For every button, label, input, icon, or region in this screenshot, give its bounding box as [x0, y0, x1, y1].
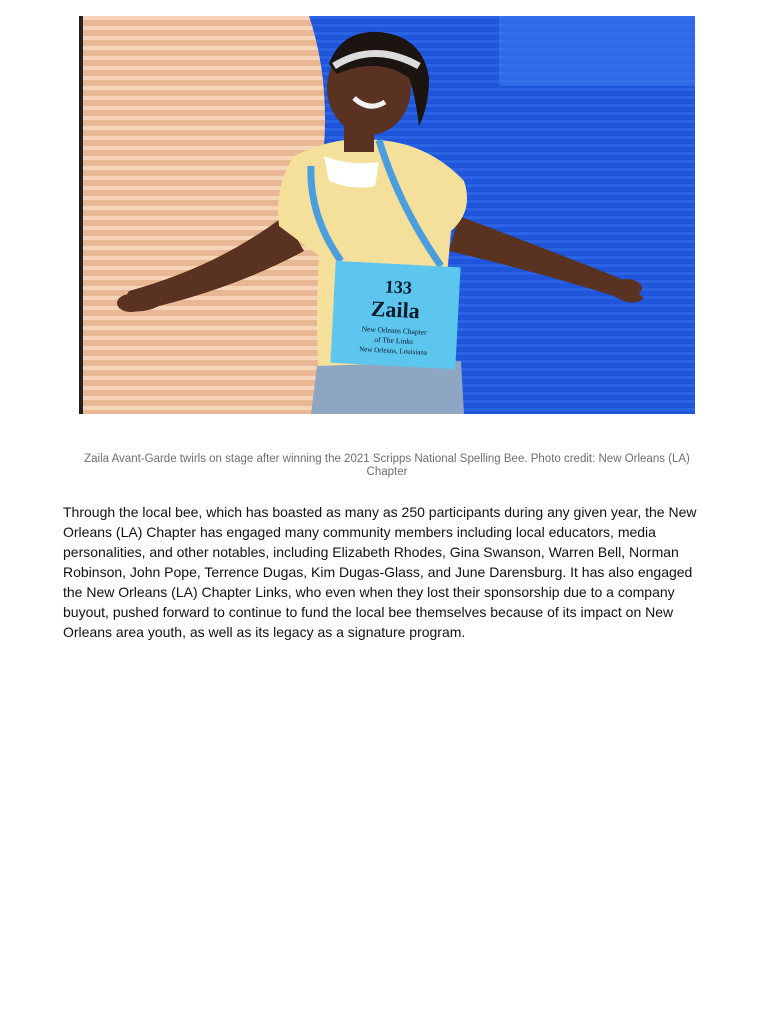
badge-line-2: of The Links	[374, 334, 414, 346]
badge-number: 133	[384, 276, 413, 298]
photo-caption: Zaila Avant-Garde twirls on stage after winning the 2021 Scripps National Spelling Bee. Photo credit: New Orleans (LA) Chapter	[84, 453, 690, 478]
badge-line-1: New Orleans Chapter	[361, 324, 427, 337]
badge-line-3: New Orleans, Louisiana	[359, 345, 428, 357]
article-paragraph: Through the local bee, which has boasted as many as 250 participants during any given year, the New Orleans (LA) Chapter has engaged many community members including local educators, media personalities, and other notables, including Elizabeth Rhodes, Gina Swanson, Warren Bell, Norman Robinson, John Pope, Terrence Dugas, Kim Dugas-Glass, and June Darensburg. It has also engaged the New Orleans (LA) Chapter Links, who even when they lost their sponsorship due to a company buyout, pushed forward to continue to fund the local bee themselves because of its impact on New Orleans area youth, as well as its legacy as a signature program.	[63, 504, 697, 640]
badge-name: Zaila	[370, 295, 421, 324]
article-photo	[79, 16, 695, 414]
